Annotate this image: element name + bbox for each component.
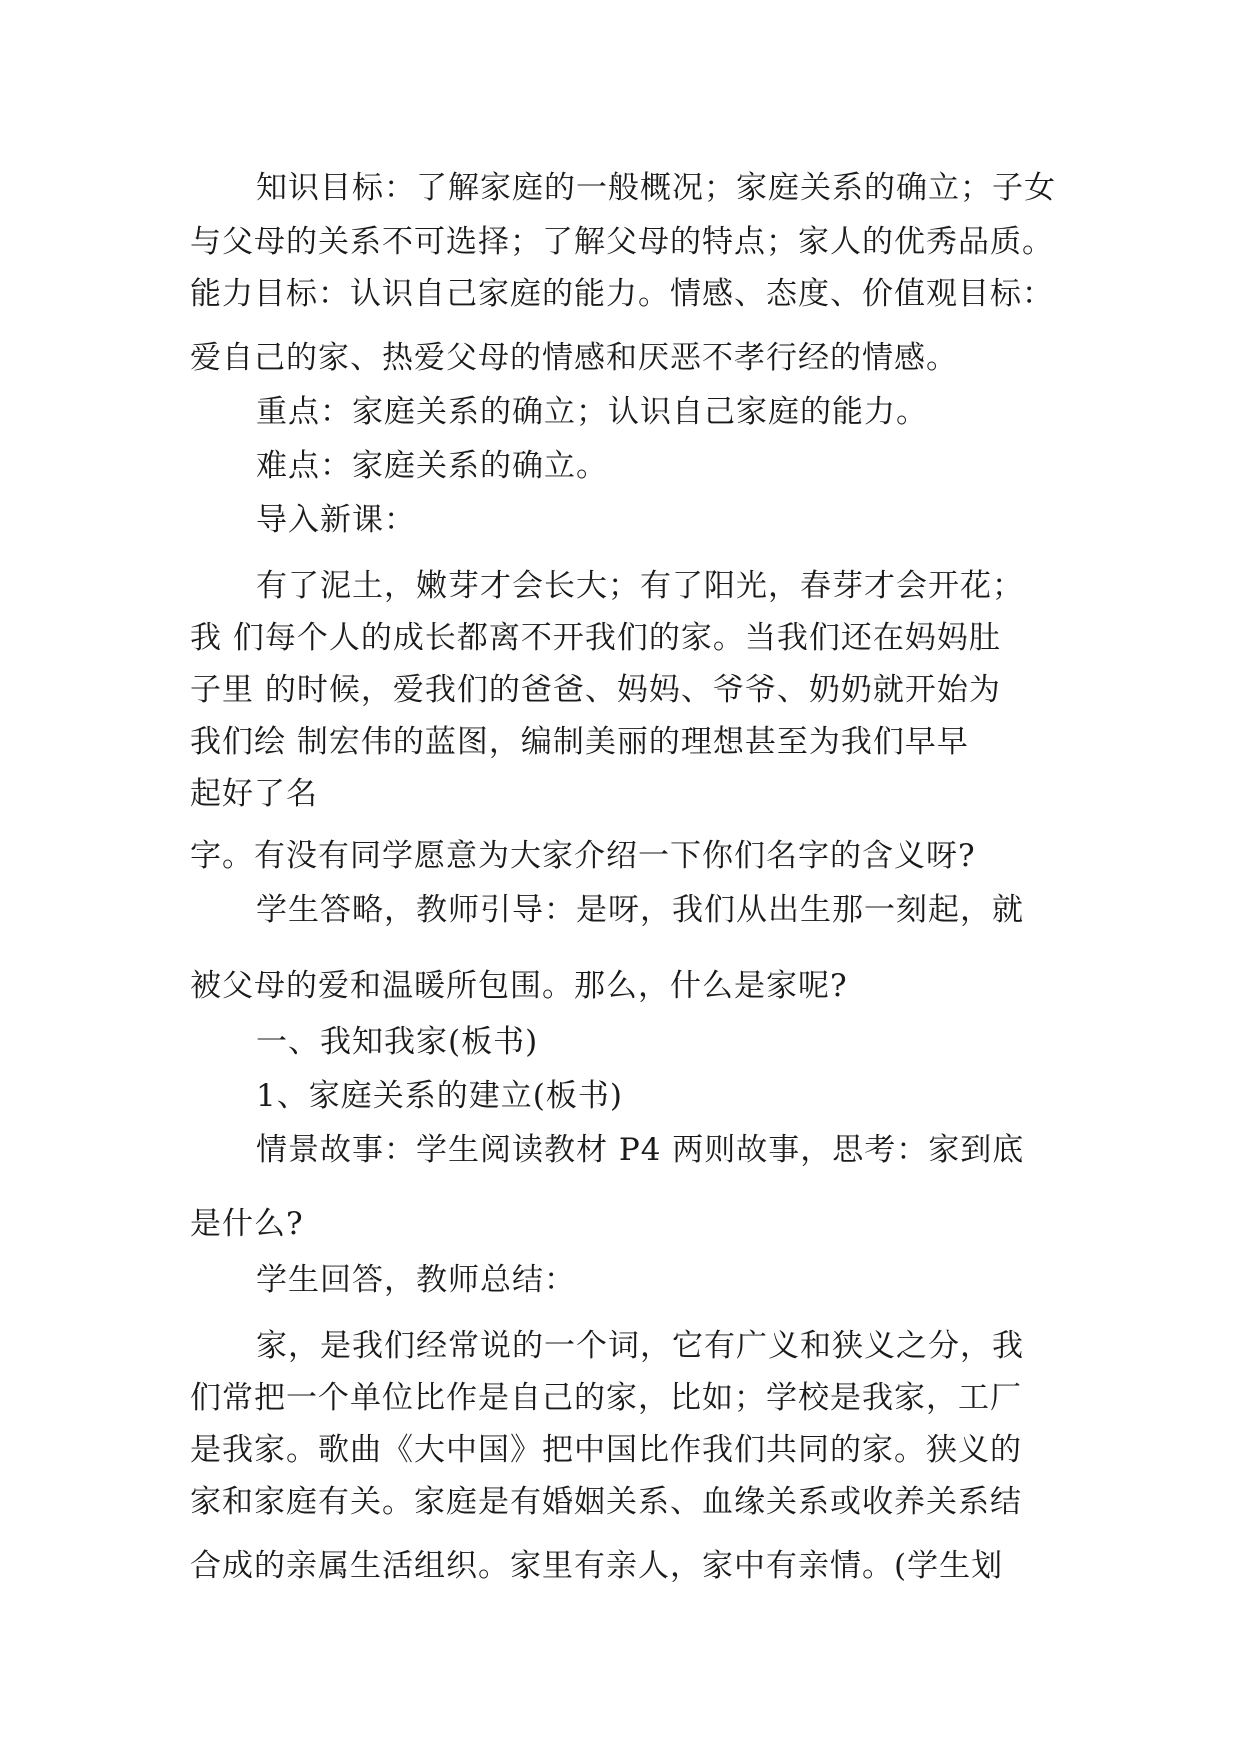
text-line: 导入新课：	[256, 502, 416, 538]
text-line: 字。有没有同学愿意为大家介绍一下你们名字的含义呀?	[190, 838, 976, 874]
text-line: 与父母的关系不可选择；了解父母的特点；家人的优秀品质。	[190, 224, 1054, 260]
text-line: 起好了名	[190, 776, 318, 812]
text-line: 家和家庭有关。家庭是有婚姻关系、血缘关系或收养关系结	[190, 1484, 1022, 1520]
text-line: 子里 的时候，爱我们的爸爸、妈妈、爷爷、奶奶就开始为	[190, 672, 1001, 708]
text-line: 一、我知我家(板书)	[256, 1024, 539, 1060]
text-line: 重点：家庭关系的确立；认识自己家庭的能力。	[256, 394, 928, 430]
text-line: 学生回答，教师总结：	[256, 1262, 576, 1298]
text-line: 情景故事：学生阅读教材 P4 两则故事，思考：家到底	[256, 1132, 1025, 1168]
text-line: 爱自己的家、热爱父母的情感和厌恶不孝行经的情感。	[190, 340, 958, 376]
text-line: 家，是我们经常说的一个词，它有广义和狭义之分，我	[256, 1328, 1024, 1364]
text-line: 我们绘 制宏伟的蓝图，编制美丽的理想甚至为我们早早	[190, 724, 969, 760]
text-line: 知识目标：了解家庭的一般概况；家庭关系的确立；子女	[256, 170, 1056, 206]
text-line: 1、家庭关系的建立(板书)	[256, 1078, 623, 1114]
text-line: 我 们每个人的成长都离不开我们的家。当我们还在妈妈肚	[190, 620, 1001, 656]
text-line: 有了泥土，嫩芽才会长大；有了阳光，春芽才会开花；	[256, 568, 1024, 604]
text-line: 是什么?	[190, 1206, 304, 1242]
text-line: 学生答略，教师引导：是呀，我们从出生那一刻起，就	[256, 892, 1024, 928]
text-line: 们常把一个单位比作是自己的家，比如；学校是我家，工厂	[190, 1380, 1022, 1416]
text-line: 能力目标：认识自己家庭的能力。情感、态度、价值观目标：	[190, 276, 1054, 312]
text-line: 合成的亲属生活组织。家里有亲人，家中有亲情。(学生划	[190, 1548, 1004, 1584]
text-line: 是我家。歌曲《大中国》把中国比作我们共同的家。狭义的	[190, 1432, 1022, 1468]
text-line: 被父母的爱和温暖所包围。那么，什么是家呢?	[190, 968, 848, 1004]
text-line: 难点：家庭关系的确立。	[256, 448, 608, 484]
